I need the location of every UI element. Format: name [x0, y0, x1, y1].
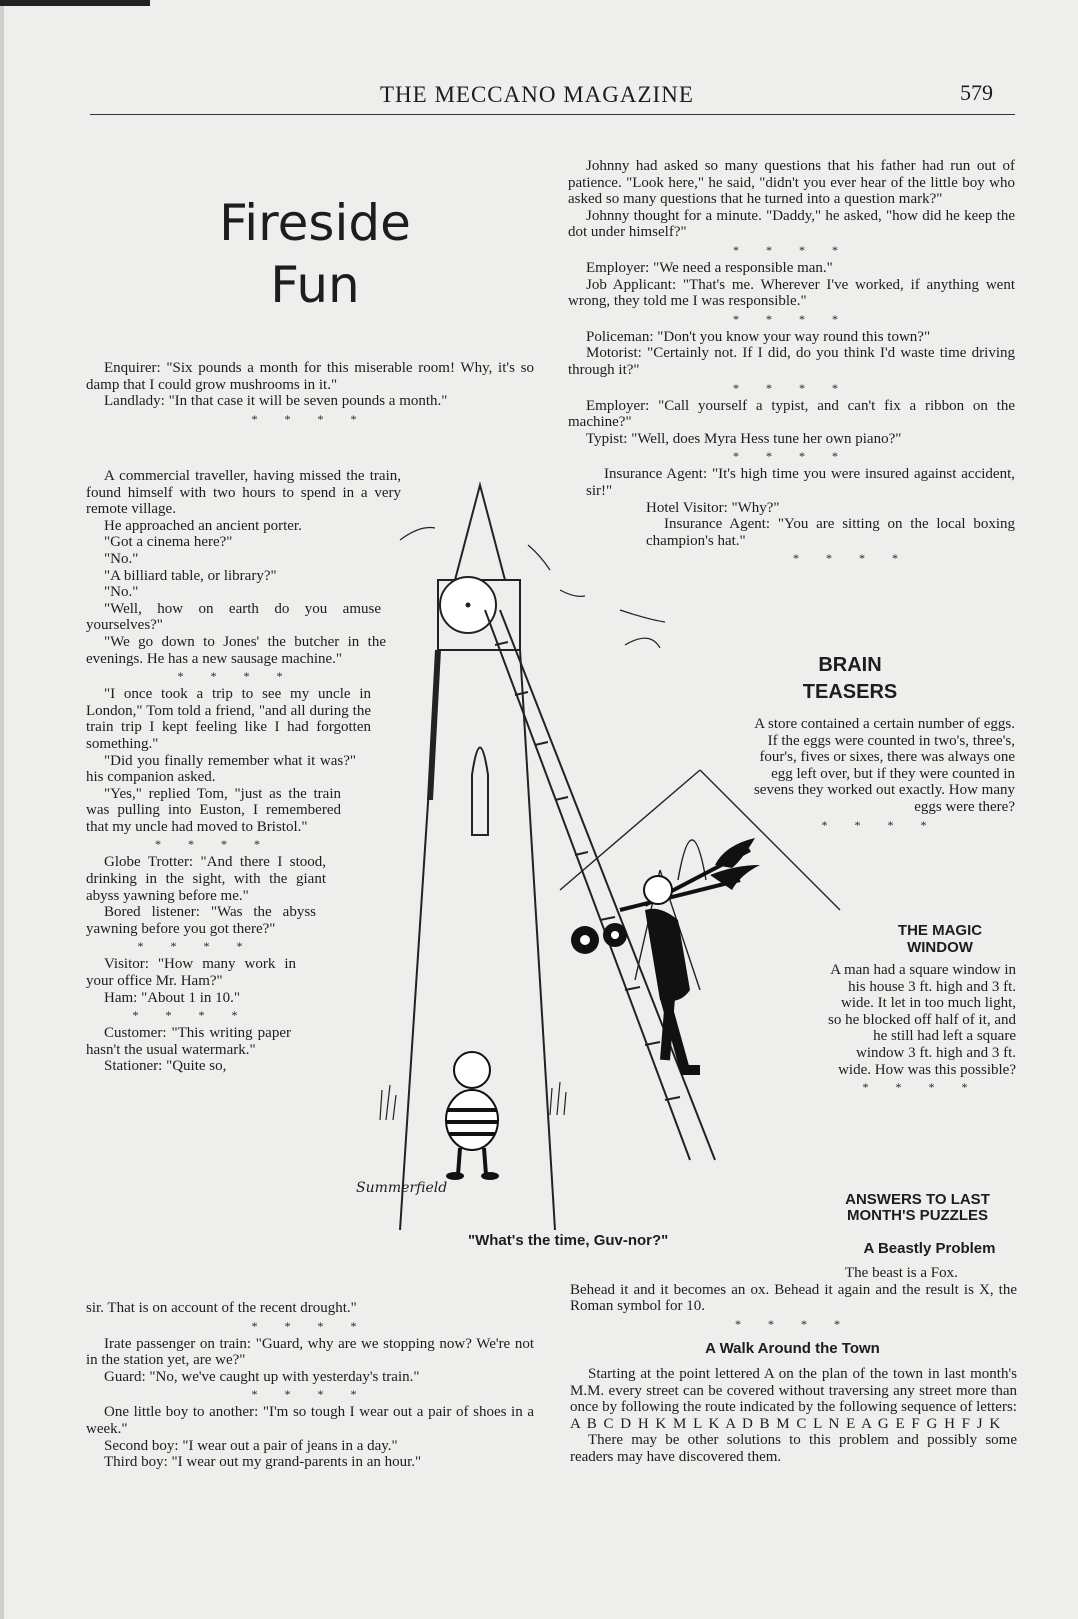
- joke-paragraph: Landlady: "In that case it will be seven pounds a month.": [104, 393, 448, 410]
- joke-paragraph: Hotel Visitor: "Why?": [646, 499, 780, 516]
- separator-stars: * * * *: [251, 1318, 369, 1333]
- joke-paragraph: Employer: "Call yourself a typist, and can't fix a ribbon on the machine?": [568, 397, 1015, 431]
- joke-paragraph: "Did you finally remember what it was?" his companion asked.: [86, 752, 356, 786]
- joke-paragraph: Stationer: "Quite so,: [104, 1058, 227, 1075]
- joke-paragraph: Johnny had asked so many questions that his father had run out of patience. "Look here," he said, "didn't you ever hear of the little boy who asked so many questions that he turned into a question mark?": [568, 158, 1015, 208]
- separator-stars: * * * *: [137, 939, 255, 954]
- artist-signature: Summerfield: [356, 1180, 448, 1196]
- heading-line: WINDOW: [907, 939, 973, 956]
- boy-figure: [446, 1052, 499, 1180]
- title-line-1: Fireside: [219, 194, 411, 252]
- answer-paragraph: The beast is a Fox.: [845, 1265, 958, 1281]
- joke-paragraph: Third boy: "I wear out my grand-parents in an hour.": [104, 1454, 422, 1471]
- answer-paragraph: There may be other solutions to this problem and possibly some readers may have discovered them.: [570, 1432, 1017, 1465]
- separator-stars: * * * *: [251, 411, 369, 426]
- clock-tower-illustration: [360, 470, 860, 1230]
- separator-stars: * * * *: [733, 449, 850, 464]
- joke-paragraph: Johnny thought for a minute. "Daddy," he asked, "how did he keep the dot under himself?": [568, 207, 1015, 241]
- magic-window-paragraph: A man had a square window in his house 3 ft. high and 3 ft. wide. It let in too much light, so he blocked off half of it, and he still had left a square window 3 ft. high and 3 ft. wide. How was this possible?: [827, 962, 1016, 1078]
- joke-paragraph: "No.": [104, 550, 139, 567]
- brain-teaser-paragraph: A store contained a certain number of eggs. If the eggs were counted in two's, three's, four's, fives or sixes, there was always one egg left over, but if they were counted in sevens they worked out exactly. How many eggs were there?: [753, 716, 1015, 815]
- separator-stars: * * * *: [862, 1080, 980, 1095]
- joke-paragraph: Globe Trotter: "And there I stood, drinking in the sight, with the giant abyss yawning before me.": [86, 854, 326, 904]
- joke-paragraph: Irate passenger on train: "Guard, why are we stopping now? We're not in the station yet, are we?": [86, 1335, 534, 1369]
- left-column-middle: [86, 468, 401, 1075]
- joke-paragraph: Policeman: "Don't you know your way round this town?": [586, 328, 931, 345]
- magic-window-heading: [880, 922, 1000, 956]
- separator-stars: * * * *: [735, 1316, 852, 1331]
- joke-paragraph: Guard: "No, we've caught up with yesterday's train.": [104, 1368, 420, 1385]
- joke-paragraph: Typist: "Well, does Myra Hess tune her own piano?": [586, 430, 902, 447]
- title-line-2: Fun: [270, 256, 360, 314]
- joke-paragraph: sir. That is on account of the recent drought.": [86, 1300, 357, 1316]
- walk-heading: A Walk Around the Town: [705, 1340, 880, 1357]
- joke-paragraph: Ham: "About 1 in 10.": [104, 989, 240, 1006]
- letter-sequence: A B C D H K M L K A D B M C L N E A G E F G H F J K: [570, 1415, 1002, 1432]
- separator-stars: * * * *: [177, 669, 295, 684]
- answer-paragraph: Behead it and it becomes an ox. Behead it again and the result is X, the Roman symbol for 10.: [570, 1281, 1017, 1315]
- joke-paragraph: Job Applicant: "That's me. Wherever I've worked, if anything went wrong, they told me I was responsible.": [568, 276, 1015, 310]
- joke-paragraph: Insurance Agent: "You are sitting on the local boxing champion's hat.": [646, 516, 1015, 549]
- answer-paragraph: Starting at the point lettered A on the plan of the town in last month's M.M. every street can be covered without traversing any street more than once by following the route indicated by the following sequence of letters:: [570, 1366, 1017, 1416]
- left-column-top: [86, 360, 534, 429]
- separator-stars: * * * *: [821, 817, 939, 832]
- heading-line: BRAIN: [818, 654, 882, 676]
- separator-stars: * * * *: [132, 1008, 250, 1023]
- joke-paragraph: "Yes," replied Tom, "just as the train was pulling into Euston, I remembered that my uncle had moved to Bristol.": [86, 785, 341, 835]
- joke-paragraph: Visitor: "How many work in your office Mr. Ham?": [86, 956, 296, 990]
- beastly-problem-heading: A Beastly Problem: [863, 1240, 996, 1257]
- separator-stars: * * * *: [733, 242, 850, 257]
- joke-paragraph: Customer: "This writing paper hasn't the usual watermark.": [86, 1025, 291, 1058]
- joke-paragraph: "A billiard table, or library?": [104, 567, 277, 584]
- magazine-title: THE MECCANO MAGAZINE: [380, 82, 694, 107]
- joke-paragraph: Enquirer: "Six pounds a month for this miserable room! Why, it's so damp that I could grow mushrooms in it.": [86, 360, 534, 393]
- beastly-problem-text: [570, 1265, 1017, 1334]
- joke-paragraph: Motorist: "Certainly not. If I did, do you think I'd waste time driving through it?": [568, 345, 1015, 378]
- page-number: 579: [960, 80, 993, 105]
- joke-paragraph: Employer: "We need a responsible man.": [586, 259, 833, 276]
- walk-text: [570, 1366, 1017, 1466]
- separator-stars: * * * *: [793, 551, 910, 566]
- running-header: [90, 78, 1015, 115]
- joke-paragraph: "Got a cinema here?": [104, 534, 233, 551]
- page-edge: [0, 0, 4, 1619]
- joke-paragraph: One little boy to another: "I'm so tough I wear out a pair of shoes in a week.": [86, 1404, 534, 1437]
- separator-stars: * * * *: [155, 837, 272, 852]
- separator-stars: * * * *: [733, 311, 850, 326]
- joke-paragraph: "I once took a trip to see my uncle in London," Tom told a friend, "and all during the train trip I kept feeling like I had forgotten something.": [86, 686, 371, 752]
- joke-paragraph: Insurance Agent: "It's high time you were insured against accident, sir!": [586, 466, 1015, 499]
- spire-shape: [455, 485, 505, 580]
- joke-paragraph: A commercial traveller, having missed the train, found himself with two hours to spend in a very remote village.: [86, 468, 401, 518]
- heading-line: TEASERS: [802, 681, 898, 703]
- joke-paragraph: Second boy: "I wear out a pair of jeans in a day.": [104, 1437, 398, 1454]
- separator-stars: * * * *: [251, 1387, 369, 1402]
- tower-window: [472, 748, 488, 836]
- joke-paragraph: He approached an ancient porter.: [104, 517, 302, 534]
- top-rule-mark: [0, 0, 150, 6]
- joke-paragraph: Bored listener: "Was the abyss yawning before you got there?": [86, 904, 316, 937]
- joke-paragraph: "No.": [104, 584, 139, 601]
- heading-line: MONTH'S PUZZLES: [846, 1207, 989, 1224]
- article-title: [200, 192, 430, 316]
- joke-paragraph: "We go down to Jones' the butcher in the evenings. He has a new sausage machine.": [86, 633, 386, 667]
- heading-line: ANSWERS TO LAST: [845, 1191, 990, 1208]
- separator-stars: * * * *: [733, 380, 850, 395]
- heading-line: THE MAGIC: [897, 922, 983, 939]
- left-column-bottom: [86, 1300, 534, 1471]
- illustration-caption: "What's the time, Guv-nor?": [468, 1232, 669, 1249]
- joke-paragraph: "Well, how on earth do you amuse yourselves?": [86, 600, 381, 634]
